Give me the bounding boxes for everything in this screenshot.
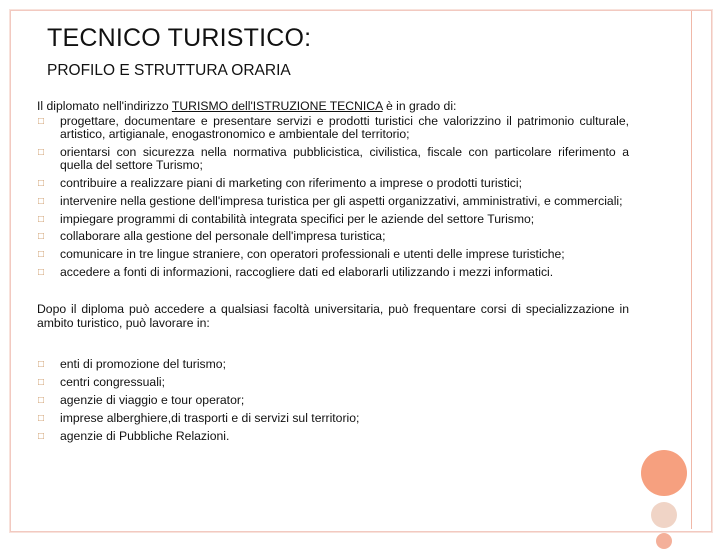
- list-item: [37, 195, 629, 209]
- competenze-list: [37, 115, 629, 280]
- bullet-icon: □: [38, 266, 45, 278]
- list-item-text: accedere a fonti di informazioni, raccogliere dati ed elaborarli utilizzando i mezzi informatici.: [60, 264, 554, 279]
- large-circle-decoration: [641, 450, 687, 496]
- bullet-icon: □: [38, 431, 45, 443]
- list-item-text: agenzie di Pubbliche Relazioni.: [60, 429, 230, 444]
- list-item-text: progettare, documentare e presentare servizi e prodotti turistici che valorizzino il patrimonio culturale, artistico, artigianale, enogastronomico e ambientale del territorio;: [60, 113, 629, 142]
- list-item-text: enti di promozione del turismo;: [60, 357, 226, 372]
- slide-title: TECNICO TURISTICO:: [47, 24, 312, 52]
- intro-text: [37, 100, 629, 114]
- list-item-text: imprese alberghiere,di trasporti e di servizi sul territorio;: [60, 411, 360, 426]
- list-item-text: orientarsi con sicurezza nella normativa pubblicistica, civilistica, fiscale con particolare riferimento a quella del settore Turismo;: [60, 144, 629, 173]
- intro-underlined: TURISMO dell'ISTRUZIONE TECNICA: [171, 99, 383, 113]
- list-item: [37, 213, 629, 227]
- list-item: [37, 412, 629, 426]
- list-item-text: intervenire nella gestione dell'impresa turistica per gli aspetti organizzativi, amministrativi, e commerciali;: [60, 193, 623, 208]
- bullet-icon: □: [38, 395, 45, 407]
- sbocchi-list: [37, 358, 629, 444]
- slide-content: [37, 100, 629, 448]
- paragraph-text: Dopo il diploma può accedere a qualsiasi facoltà universitaria, può frequentare corsi di specializzazione in ambito turistico, può lavorare in:: [37, 302, 629, 330]
- list-item-text: impiegare programmi di contabilità integrata specifici per le aziende del settore Turismo;: [60, 211, 535, 226]
- intro-after: è in grado di:: [382, 99, 457, 113]
- list-item-text: collaborare alla gestione del personale dell'impresa turistica;: [60, 229, 386, 244]
- list-item: [37, 177, 629, 191]
- bullet-icon: □: [38, 195, 45, 207]
- bullet-icon: □: [38, 178, 45, 190]
- list-item: [37, 266, 629, 280]
- list-item-text: centri congressuali;: [60, 375, 165, 390]
- slide-subtitle: PROFILO E STRUTTURA ORARIA: [47, 62, 291, 79]
- bullet-icon: □: [38, 115, 45, 127]
- bullet-icon: □: [38, 248, 45, 260]
- list-item-text: comunicare in tre lingue straniere, con operatori professionali e utenti delle imprese turistiche;: [60, 246, 565, 261]
- bullet-icon: □: [38, 213, 45, 225]
- bullet-icon: □: [38, 146, 45, 158]
- list-item: [37, 115, 629, 142]
- list-item-text: agenzie di viaggio e tour operator;: [60, 393, 245, 408]
- bullet-icon: □: [38, 231, 45, 243]
- bullet-icon: □: [38, 359, 45, 371]
- medium-circle-decoration: [651, 502, 677, 528]
- list-item: [37, 230, 629, 244]
- list-item: [37, 358, 629, 372]
- small-circle-decoration: [656, 533, 672, 549]
- list-item: [37, 376, 629, 390]
- intro-before: Il diplomato nell'indirizzo: [37, 99, 172, 113]
- bullet-icon: □: [38, 413, 45, 425]
- list-item: [37, 394, 629, 408]
- list-item: [37, 248, 629, 262]
- bullet-icon: □: [38, 377, 45, 389]
- list-item: [37, 146, 629, 173]
- decorative-circles: [640, 445, 700, 535]
- list-item: [37, 430, 629, 444]
- list-item-text: contribuire a realizzare piani di marketing con riferimento a imprese o prodotti turistici;: [60, 176, 522, 191]
